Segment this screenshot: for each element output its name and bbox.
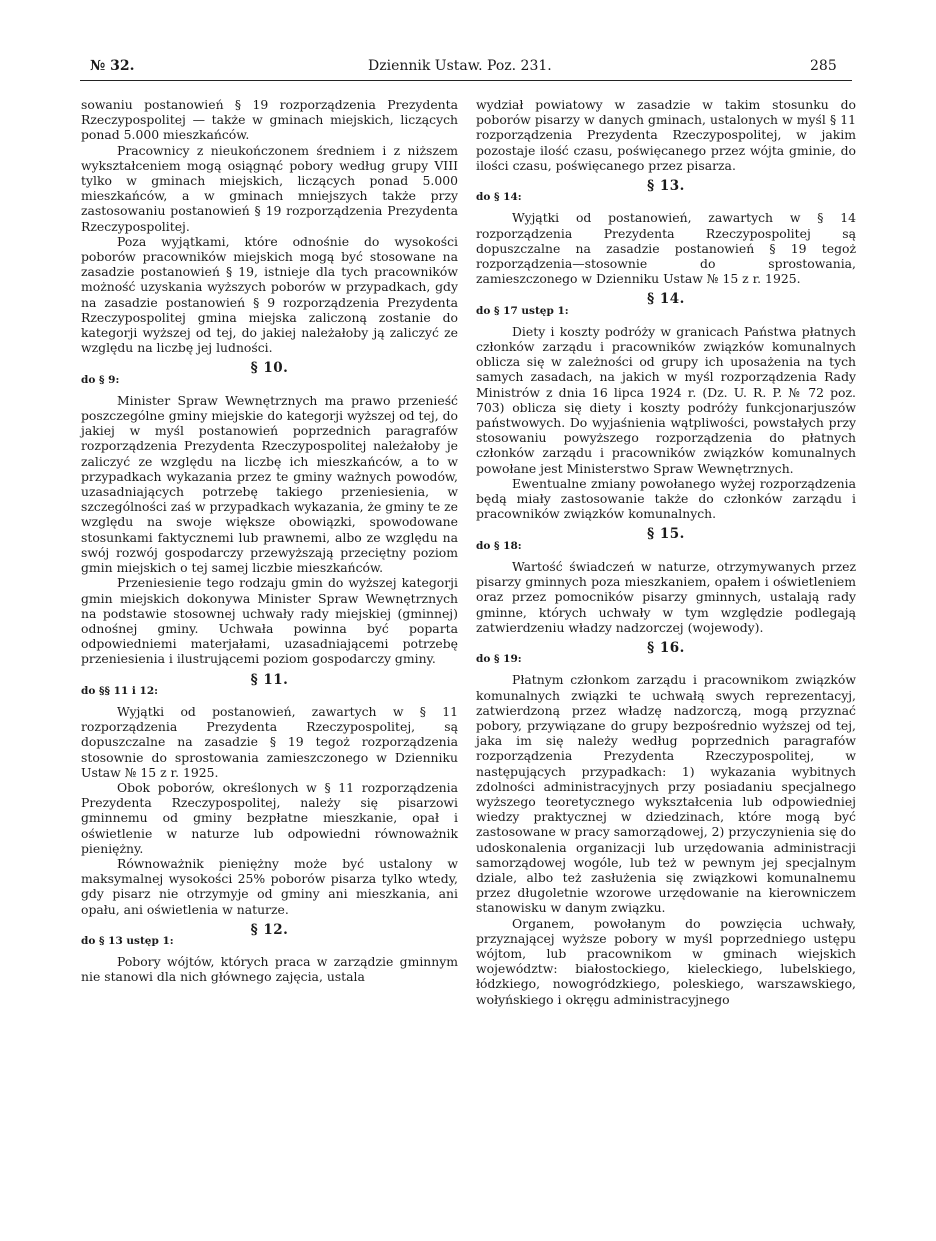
paragraph: Ewentualne zmiany powołanego wyżej rozporządzenia będą miały zastosowanie także do członków zarządu i pracowników związków komunalnych. [476, 475, 856, 522]
reference-label: do § 13 ustęp 1: [81, 934, 174, 947]
issue-number: № 32. [90, 58, 135, 74]
section-heading: § 14. [647, 291, 685, 308]
reference-label: do § 14: [476, 191, 522, 204]
paragraph: wydział powiatowy w zasadzie w takim stosunku do poborów pisarzy w danych gminach, ustalonych w myśl § 11 rozporządzenia Prezydenta Rzeczypospolitej, w jakim pozostaje ilość czasu, poświęcanego przez wójta gminie, do ilości czasu, poświęcanego przez pisarza. [476, 97, 856, 173]
section-heading: § 16. [647, 639, 685, 656]
paragraph: sowaniu postanowień § 19 rozporządzenia Prezydenta Rzeczypospolitej — także w gminach miejskich, liczących ponad 5.000 mieszkańców. [81, 97, 458, 143]
reference-label: do §§ 11 i 12: [81, 684, 159, 697]
paragraph: Równoważnik pieniężny może być ustalony w maksymalnej wysokości 25% poborów pisarza tylko wtedy, gdy pisarz nie otrzymyje od gminy ani mieszkania, ani opału, ani oświetlenia w naturze. [81, 855, 458, 917]
paragraph: Pobory wójtów, których praca w zarządzie gminnym nie stanowi dla nich głównego zajęcia, ustala [81, 954, 458, 985]
reference-label: do § 9: [81, 373, 120, 386]
section-heading: § 13. [647, 178, 685, 195]
paragraph: Wyjątki od postanowień, zawartych w § 14 rozporządzenia Prezydenta Rzeczypospolitej są dopuszczalne na zasadzie postanowień § 19 tegoż rozporządzenia—stosownie do sprostowania, zamieszczonego w Dzienniku Ustaw № 15 z r. 1925. [476, 210, 856, 287]
paragraph: Wyjątki od postanowień, zawartych w § 11 rozporządzenia Prezydenta Rzeczypospolitej, są dopuszczalne na zasadzie § 19 tegoż rozporządzenia stosownie do sprostowania zamieszczonego w Dzienniku Ustaw № 15 z r. 1925. [81, 703, 458, 780]
section-heading: § 15. [647, 526, 685, 543]
reference-label: do § 19: [476, 653, 522, 666]
right-column [476, 97, 856, 1007]
paragraph: Wartość świadczeń w naturze, otrzymywanych przez pisarzy gminnych poza mieszkaniem, opałem i oświetleniem oraz przez pomocników pisarzy gminnych, ustalają rady gminne, których uchwały w tym względzie podlegają zatwierdzeniu władzy nadzorczej (wojewody). [476, 558, 856, 635]
header-rule [80, 80, 852, 81]
paragraph: Pracownicy z nieukończonem średniem i z niższem wykształceniem mogą osiągnąć pobory według grupy VIII tylko w gminach miejskich, liczących ponad 5.000 mieszkańców, a w gminach mniejszych także przy zastosowaniu postanowień § 19 rozporządzenia Prezydenta Rzeczypospolitej. [81, 142, 458, 234]
left-column [81, 97, 458, 985]
paragraph: Minister Spraw Wewnętrznych ma prawo przenieść poszczególne gminy miejskie do kategorji wyższej od tej, do jakiej w myśl postanowień poprzednich paragrafów rozporządzenia Prezydenta Rzeczypospolitej należałoby je zaliczyć ze względu na liczbę ich mieszkańców, a to w przypadkach wykazania przez te gminy ważnych powodów, uzasadniających potrzebę takiego przeniesienia, w szczególności zaś w przypadkach wykazania, że gminy te ze względu na swoje większe obowiązki, spowodowane stosunkami faktycznemi lub prawnemi, albo ze względu na swój rozwój gospodarczy przewyższają przeciętny poziom gmin miejskich o tej samej liczbie mieszkańców. [81, 392, 458, 576]
paragraph: Przeniesienie tego rodzaju gmin do wyższej kategorji gmin miejskich dokonywa Minister Spraw Wewnętrznych na podstawie stosownej uchwały rady miejskiej (gminnej) odnośnej gminy. Uchwała powinna być poparta odpowiedniemi materjałami, uzasadniającemi potrzebę przeniesienia i ilustrującemi poziom gospodarczy gminy. [81, 575, 458, 667]
section-heading: § 11. [250, 671, 289, 688]
paragraph: Obok poborów, określonych w § 11 rozporządzenia Prezydenta Rzeczypospolitej, należy się pisarzowi gminnemu od gminy bezpłatne mieszkanie, opał i oświetlenie w naturze lub odpowiedni równoważnik pieniężny. [81, 779, 458, 856]
page-number: 285 [810, 58, 837, 74]
paragraph: Diety i koszty podróży w granicach Państwa płatnych członków zarządu i pracowników związków komunalnych oblicza się w zależności od grupy ich uposażenia na tych samych zasadach, na jakich w myśl rozporządzenia Rady Ministrów z dnia 16 lipca 1924 r. (Dz. U. R. P. № 72 poz. 703) oblicza się diety i koszty podróży funkcjonarjuszów państwowych. Do wyjaśnienia wątpliwości, powstałych przy stosowaniu powyższego rozporządzenia do płatnych członków zarządu i pracowników związków komunalnych powołane jest Ministerstwo Spraw Wewnętrznych. [476, 323, 856, 476]
reference-label: do § 18: [476, 539, 522, 552]
section-heading: § 12. [250, 921, 289, 938]
reference-label: do § 17 ustęp 1: [476, 304, 569, 317]
paragraph: Płatnym członkom zarządu i pracownikom związków komunalnych związki te uchwałą swych reprezentacyj, zatwierdzoną przez władzę nadzorczą, mogą przyznać pobory, przywiązane do grupy bezpośrednio wyższej od tej, jaka im się należy według poprzednich paragrafów rozporządzenia Prezydenta Rzeczypospolitej, w następujących przypadkach: 1) wykazania wybitnych zdolności administracyjnych przy posiadaniu specjalnego wyższego teoretycznego wykształcenia lub odpowiedniej wiedzy praktycznej w dziedzinach, które mogą być zastosowane w pracy samorządowej, 2) przyczynienia się do udoskonalenia organizacji lub urzędowania administracji samorządowej wogóle, lub też w pewnym jej specjalnym dziale, albo też zasłużenia się związkowi komunalnemu przez długoletnie wzorowe urzędowanie na kierowniczem stanowisku w danym związku. [476, 672, 856, 916]
journal-title: Dziennik Ustaw. Poz. 231. [368, 58, 552, 74]
section-heading: § 10. [250, 360, 289, 377]
paragraph: Poza wyjątkami, które odnośnie do wysokości poborów pracowników miejskich mogą być stosowane na zasadzie postanowień § 19, istnieje dla tych pracowników możność uzyskania wyższych poborów w przypadkach, gdy na zasadzie postanowień § 9 rozporządzenia Prezydenta Rzeczypospolitej gmina miejska zaliczoną zostanie do kategorji wyższej od tej, do jakiej należałoby ją zaliczyć ze względu na liczbę jej ludności. [81, 233, 458, 356]
paragraph: Organem, powołanym do powzięcia uchwały, przyznającej wyższe pobory w myśl poprzedniego ustępu wójtom, lub pracownikom w gminach wiejskich województw: białostockiego, kieleckiego, lubelskiego, łódzkiego, nowogródzkiego, poleskiego, warszawskiego, wołyńskiego i okręgu administracyjnego [476, 915, 856, 1007]
